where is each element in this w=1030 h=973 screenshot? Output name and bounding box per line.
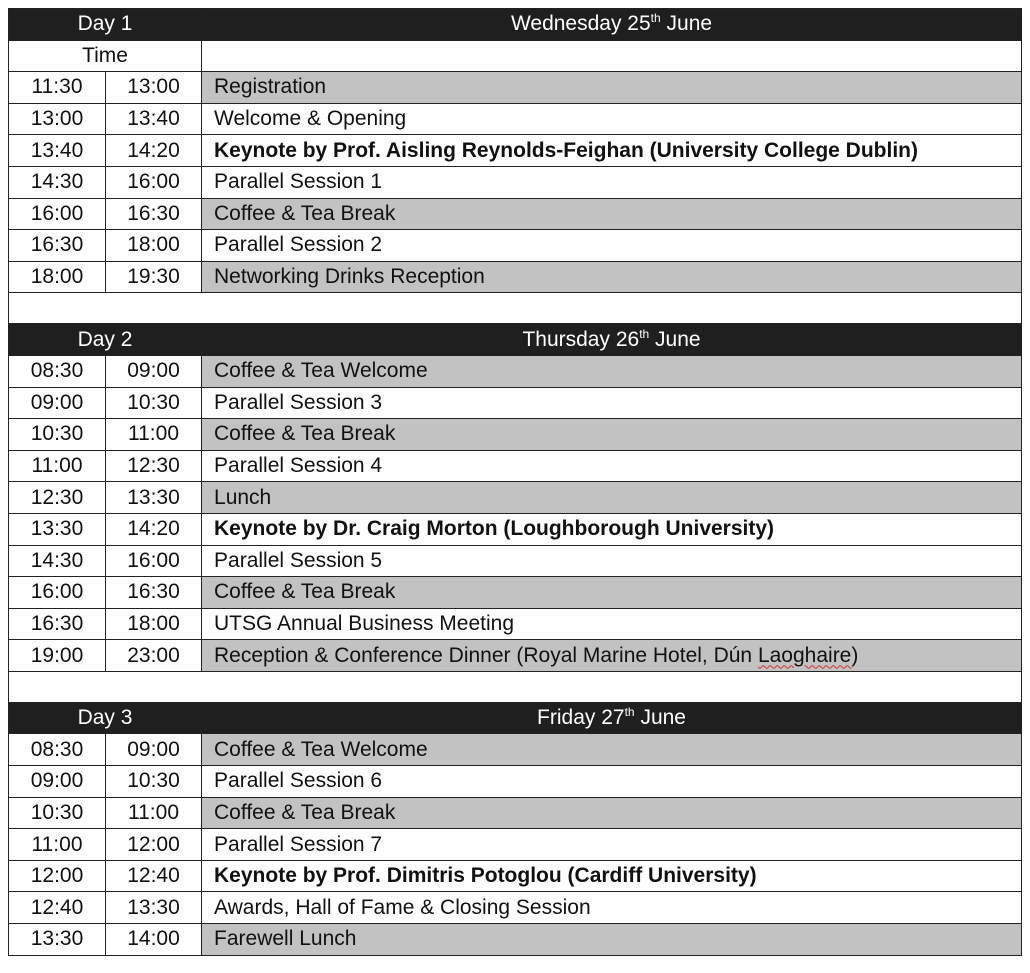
schedule-row bbox=[9, 829, 1022, 861]
start-time: 13:30 bbox=[9, 924, 106, 956]
end-time: 19:30 bbox=[106, 261, 202, 293]
schedule-row bbox=[9, 103, 1022, 135]
event-title: Lunch bbox=[202, 482, 1022, 514]
end-time: 14:20 bbox=[106, 513, 202, 545]
start-time: 14:30 bbox=[9, 545, 106, 577]
start-time: 10:30 bbox=[9, 797, 106, 829]
start-time: 16:00 bbox=[9, 577, 106, 609]
end-time: 13:40 bbox=[106, 103, 202, 135]
event-title: Parallel Session 2 bbox=[202, 230, 1022, 262]
event-title: Keynote by Prof. Aisling Reynolds-Feighan (University College Dublin) bbox=[202, 135, 1022, 167]
day-date-ordinal: th bbox=[624, 705, 635, 720]
schedule-row bbox=[9, 355, 1022, 387]
event-title: Coffee & Tea Break bbox=[202, 419, 1022, 451]
schedule-row bbox=[9, 797, 1022, 829]
spacer-cell bbox=[9, 293, 1022, 324]
event-title: Parallel Session 1 bbox=[202, 166, 1022, 198]
day-date-ordinal: th bbox=[650, 11, 661, 26]
schedule-row bbox=[9, 640, 1022, 672]
day-date-text: Thursday 26 bbox=[522, 327, 640, 351]
day-date-text: Wednesday 25 bbox=[510, 12, 651, 36]
spacer-cell bbox=[9, 671, 1022, 702]
end-time: 09:00 bbox=[106, 355, 202, 387]
event-title: Coffee & Tea Welcome bbox=[202, 355, 1022, 387]
time-header: Time bbox=[9, 40, 202, 72]
start-time: 12:40 bbox=[9, 892, 106, 924]
end-time: 16:00 bbox=[106, 166, 202, 198]
start-time: 13:40 bbox=[9, 135, 106, 167]
empty-cell bbox=[202, 40, 1022, 72]
end-time: 10:30 bbox=[106, 766, 202, 798]
schedule-row bbox=[9, 860, 1022, 892]
schedule-body bbox=[9, 9, 1022, 956]
schedule-row bbox=[9, 513, 1022, 545]
schedule-row bbox=[9, 166, 1022, 198]
event-title: Coffee & Tea Welcome bbox=[202, 734, 1022, 766]
end-time: 11:00 bbox=[106, 797, 202, 829]
day-label: Day 1 bbox=[9, 9, 202, 41]
schedule-row bbox=[9, 766, 1022, 798]
schedule-row bbox=[9, 230, 1022, 262]
event-title: Parallel Session 7 bbox=[202, 829, 1022, 861]
start-time: 08:30 bbox=[9, 734, 106, 766]
schedule-row bbox=[9, 419, 1022, 451]
start-time: 11:00 bbox=[9, 450, 106, 482]
day-date-month: June bbox=[634, 706, 686, 730]
day-date bbox=[202, 9, 1022, 41]
schedule-row bbox=[9, 261, 1022, 293]
event-title bbox=[202, 640, 1022, 672]
day-date bbox=[202, 702, 1022, 734]
conference-schedule-table bbox=[8, 8, 1022, 956]
start-time: 11:30 bbox=[9, 72, 106, 104]
event-title: UTSG Annual Business Meeting bbox=[202, 608, 1022, 640]
end-time: 16:00 bbox=[106, 545, 202, 577]
start-time: 13:30 bbox=[9, 513, 106, 545]
start-time: 16:30 bbox=[9, 230, 106, 262]
event-title: Parallel Session 5 bbox=[202, 545, 1022, 577]
end-time: 23:00 bbox=[106, 640, 202, 672]
schedule-row bbox=[9, 734, 1022, 766]
start-time: 08:30 bbox=[9, 355, 106, 387]
day-spacer-row bbox=[9, 293, 1022, 324]
end-time: 11:00 bbox=[106, 419, 202, 451]
end-time: 14:20 bbox=[106, 135, 202, 167]
day-spacer-row bbox=[9, 671, 1022, 702]
day-date bbox=[202, 324, 1022, 356]
event-title: Coffee & Tea Break bbox=[202, 198, 1022, 230]
day-label: Day 3 bbox=[9, 702, 202, 734]
end-time: 16:30 bbox=[106, 577, 202, 609]
start-time: 16:30 bbox=[9, 608, 106, 640]
schedule-row bbox=[9, 72, 1022, 104]
event-title: Parallel Session 4 bbox=[202, 450, 1022, 482]
event-title: Registration bbox=[202, 72, 1022, 104]
start-time: 12:30 bbox=[9, 482, 106, 514]
start-time: 09:00 bbox=[9, 766, 106, 798]
event-title: Parallel Session 3 bbox=[202, 387, 1022, 419]
start-time: 09:00 bbox=[9, 387, 106, 419]
start-time: 11:00 bbox=[9, 829, 106, 861]
start-time: 16:00 bbox=[9, 198, 106, 230]
start-time: 19:00 bbox=[9, 640, 106, 672]
event-title: Keynote by Dr. Craig Morton (Loughborough University) bbox=[202, 513, 1022, 545]
day-header-row bbox=[9, 702, 1022, 734]
start-time: 18:00 bbox=[9, 261, 106, 293]
schedule-row bbox=[9, 545, 1022, 577]
time-header-row bbox=[9, 40, 1022, 72]
end-time: 16:30 bbox=[106, 198, 202, 230]
event-title: Awards, Hall of Fame & Closing Session bbox=[202, 892, 1022, 924]
day-date-month: June bbox=[660, 12, 713, 36]
schedule-row bbox=[9, 924, 1022, 956]
schedule-row bbox=[9, 892, 1022, 924]
end-time: 12:40 bbox=[106, 860, 202, 892]
event-title: Farewell Lunch bbox=[202, 924, 1022, 956]
end-time: 13:30 bbox=[106, 482, 202, 514]
start-time: 13:00 bbox=[9, 103, 106, 135]
schedule-row bbox=[9, 450, 1022, 482]
day-label: Day 2 bbox=[9, 324, 202, 356]
day-date-text: Friday 27 bbox=[537, 706, 625, 730]
event-title: Keynote by Prof. Dimitris Potoglou (Cardiff University) bbox=[202, 860, 1022, 892]
end-time: 14:00 bbox=[106, 924, 202, 956]
end-time: 10:30 bbox=[106, 387, 202, 419]
event-title-text: Reception & Conference Dinner (Royal Marine Hotel, Dún bbox=[214, 643, 758, 667]
schedule-row bbox=[9, 482, 1022, 514]
schedule-row bbox=[9, 577, 1022, 609]
event-title: Coffee & Tea Break bbox=[202, 797, 1022, 829]
event-title: Coffee & Tea Break bbox=[202, 577, 1022, 609]
start-time: 10:30 bbox=[9, 419, 106, 451]
end-time: 18:00 bbox=[106, 608, 202, 640]
start-time: 12:00 bbox=[9, 860, 106, 892]
end-time: 13:00 bbox=[106, 72, 202, 104]
day-date-ordinal: th bbox=[639, 326, 650, 341]
day-header-row bbox=[9, 9, 1022, 41]
start-time: 14:30 bbox=[9, 166, 106, 198]
schedule-row bbox=[9, 198, 1022, 230]
end-time: 18:00 bbox=[106, 230, 202, 262]
event-title: Welcome & Opening bbox=[202, 103, 1022, 135]
spellcheck-underlined-word: Laoghaire bbox=[757, 643, 852, 667]
day-header-row bbox=[9, 324, 1022, 356]
end-time: 12:00 bbox=[106, 829, 202, 861]
event-title: Networking Drinks Reception bbox=[202, 261, 1022, 293]
day-date-month: June bbox=[649, 327, 701, 351]
end-time: 12:30 bbox=[106, 450, 202, 482]
end-time: 13:30 bbox=[106, 892, 202, 924]
end-time: 09:00 bbox=[106, 734, 202, 766]
schedule-row bbox=[9, 608, 1022, 640]
schedule-row bbox=[9, 387, 1022, 419]
event-title-tail: ) bbox=[851, 643, 859, 667]
event-title: Parallel Session 6 bbox=[202, 766, 1022, 798]
schedule-row bbox=[9, 135, 1022, 167]
